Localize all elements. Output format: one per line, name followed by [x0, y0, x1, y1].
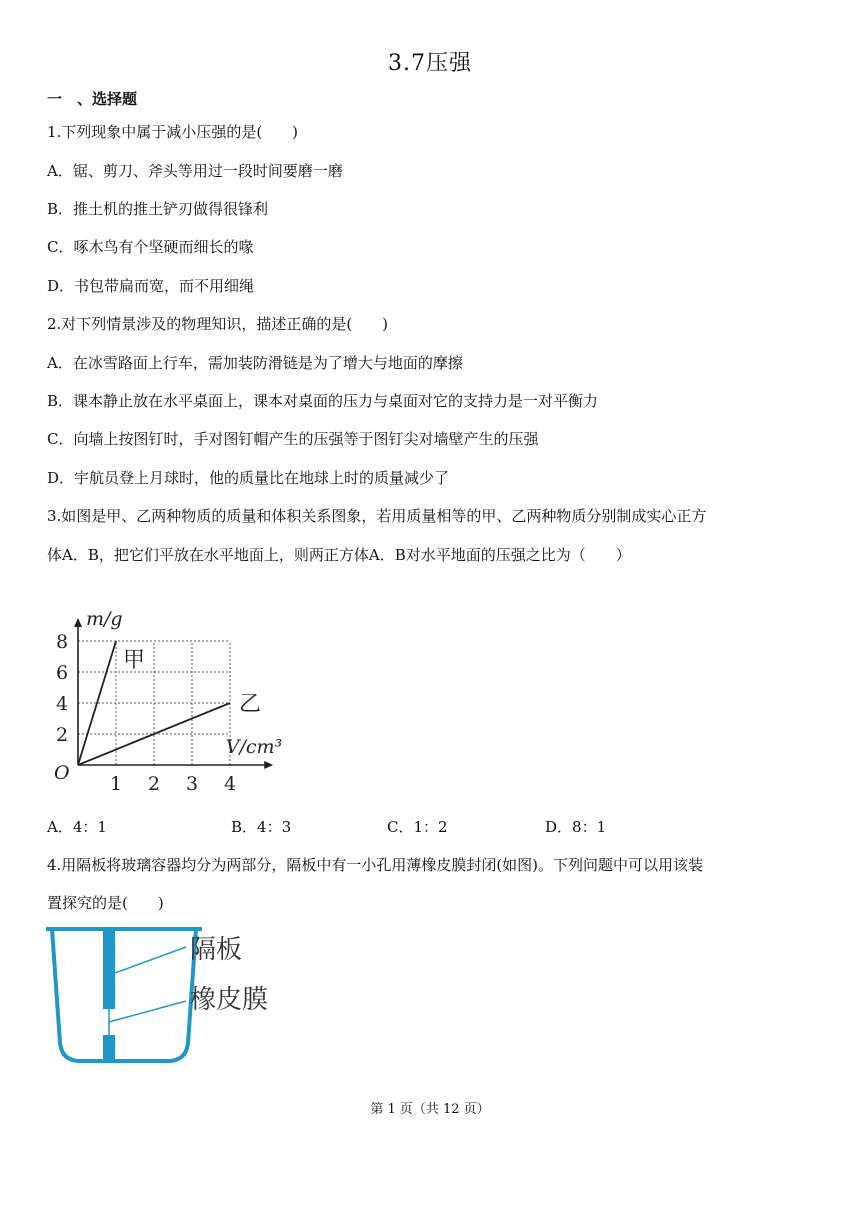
x-axis-arrow: [264, 761, 273, 769]
y-tick-label: 6: [56, 662, 69, 684]
q3-option-d: D．8：1: [545, 818, 607, 836]
page-footer: 第 1 页（共 12 页）: [370, 1102, 490, 1117]
q2-option-a: A．在冰雪路面上行车，需加装防滑链是为了增大与地面的摩擦: [47, 354, 463, 372]
q1-option-b: B．推土机的推土铲刃做得很锋利: [47, 200, 269, 218]
x-tick-label: 3: [186, 773, 199, 795]
q2-option-d: D．宇航员登上月球时，他的质量比在地球上时的质量减少了: [47, 469, 450, 487]
x-tick-label: 1: [110, 773, 123, 795]
series-label-2: 乙: [239, 692, 262, 717]
x-tick-label: 2: [148, 773, 161, 795]
partition-upper: [103, 929, 115, 1009]
y-tick-label: 4: [56, 693, 69, 715]
section-heading: 一 、选择题: [47, 90, 138, 108]
q4-stem-line1: 4.用隔板将玻璃容器均分为两部分，隔板中有一小孔用薄橡皮膜封闭(如图)。下列问题中可以用该装: [47, 856, 704, 874]
partition-lower: [103, 1035, 115, 1061]
membrane-label: 橡皮膜: [190, 985, 269, 1015]
y-axis-label: m/g: [86, 608, 123, 631]
q1-stem: 1.下列现象中属于减小压强的是( ): [47, 123, 299, 141]
y-tick-label: 8: [56, 631, 69, 653]
q4-stem-line2: 置探究的是( ): [47, 894, 164, 912]
q2-option-c: C．向墙上按图钉时，手对图钉帽产生的压强等于图钉尖对墙壁产生的压强: [47, 430, 539, 448]
q1-option-d: D．书包带扁而宽，而不用细绳: [47, 277, 255, 295]
q3-stem-line1: 3.如图是甲、乙两种物质的质量和体积关系图象，若用质量相等的甲、乙两种物质分别制成实心正方: [47, 507, 707, 525]
page-title: 3.7压强: [388, 51, 472, 76]
q1-option-a: A．锯、剪刀、斧头等用过一段时间要磨一磨: [47, 162, 343, 180]
x-axis-label: V/cm³: [225, 736, 283, 758]
q3-option-b: B．4：3: [231, 818, 292, 836]
chart-labels: [54, 608, 282, 795]
mass-volume-chart: [40, 585, 320, 800]
q3-stem-line2: 体A．B，把它们平放在水平地面上，则两正方体A．B对水平地面的压强之比为（ ）: [47, 546, 631, 564]
origin-label: O: [54, 762, 70, 784]
beaker-figure: [40, 925, 300, 1070]
partition-label: 隔板: [190, 935, 243, 965]
q3-option-a: A．4：1: [47, 818, 107, 836]
y-tick-label: 2: [56, 724, 69, 746]
x-tick-label: 4: [224, 773, 237, 795]
q3-option-c: C．1：2: [387, 818, 448, 836]
partition-pointer: [115, 947, 186, 973]
q1-option-c: C．啄木鸟有个坚硬而细长的喙: [47, 238, 254, 256]
membrane-pointer: [109, 1001, 186, 1022]
series-label-1: 甲: [123, 648, 146, 673]
beaker-outline: [46, 929, 202, 1061]
chart-grid: [78, 641, 230, 765]
q2-stem: 2.对下列情景涉及的物理知识，描述正确的是( ): [47, 315, 389, 333]
y-axis-arrow: [74, 618, 82, 627]
q2-option-b: B．课本静止放在水平桌面上，课本对桌面的压力与桌面对它的支持力是一对平衡力: [47, 392, 599, 410]
